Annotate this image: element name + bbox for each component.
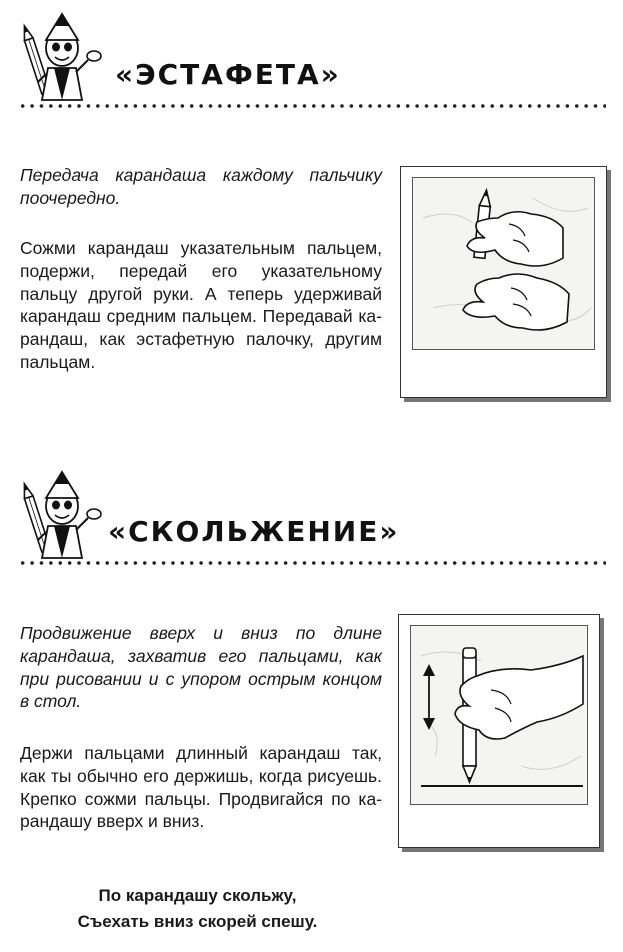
illustration-frame (398, 614, 600, 848)
section-instructions: Сожми карандаш указательным пальцем, подержи, передай его указательному пальцу другой руки. А теперь удерживай карандаш средним пальцем. Передавай карандаш, как эстафетную палочку, другим пальцам. (20, 238, 382, 372)
hands-passing-pencil-illustration (413, 178, 594, 349)
illustration-frame (400, 166, 607, 398)
section-title-skolzhenie: «СКОЛЬЖЕНИЕ» (108, 515, 400, 548)
rhyme-line-2: Съехать вниз скорей спешу. (77, 912, 318, 931)
rhyme-line-1: По карандашу скольжу, (98, 886, 297, 905)
hand-sliding-pencil-illustration (411, 626, 587, 804)
pencil-mascot-icon (14, 10, 104, 106)
section-instructions: Держи пальцами длинный карандаш так, как ты обычно его держишь, когда рисуешь. Крепко сожми пальцы. Продвигайся по карандашу вверх и вниз. (20, 743, 382, 832)
section-title-estafeta: «ЭСТАФЕТА» (115, 58, 341, 91)
section-intro: Передача карандаша каждому пальчику поочередно. (20, 165, 382, 208)
section-intro: Продвижение вверх и вниз по длине карандаша, захватив его пальцами, как при рисовании и с упором острым концом в стол. (20, 623, 382, 712)
dotted-divider (18, 560, 606, 566)
pencil-mascot-icon (14, 468, 104, 564)
dotted-divider (18, 103, 606, 109)
